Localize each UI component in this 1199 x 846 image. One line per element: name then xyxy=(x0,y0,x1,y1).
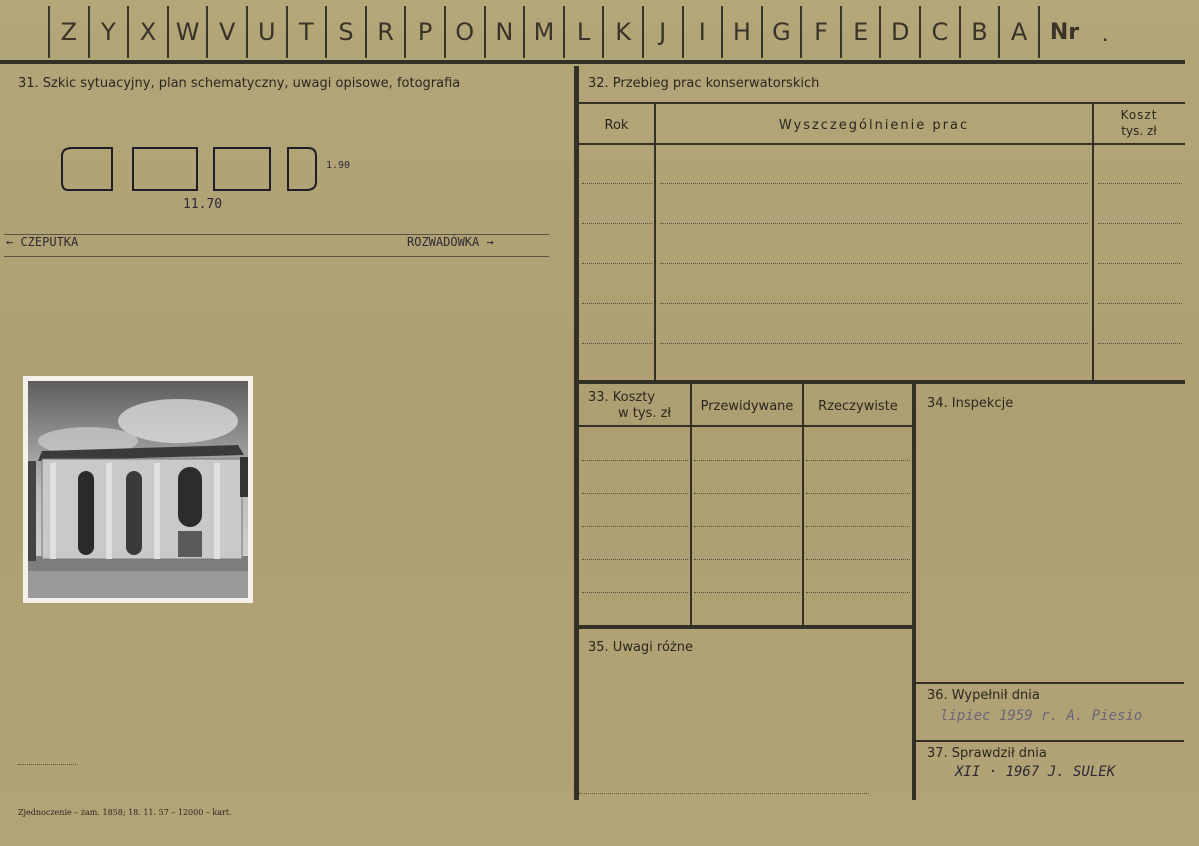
section32-col-divider-2 xyxy=(1092,102,1094,382)
section33-row-line xyxy=(582,460,688,461)
section32-row-line xyxy=(1098,183,1182,184)
section32-row-line xyxy=(582,223,652,224)
index-letter-b: B xyxy=(959,6,999,58)
index-letter-h: H xyxy=(721,6,761,58)
index-letter-e: E xyxy=(840,6,880,58)
index-letter-f: F xyxy=(800,6,840,58)
index-letter-v: V xyxy=(206,6,246,58)
section36-label: 36. Wypełnił dnia xyxy=(927,688,1040,703)
section33-label-2: w tys. zł xyxy=(618,406,672,421)
section33-row-line xyxy=(694,493,800,494)
section33-col-planned: Przewidywane xyxy=(700,399,794,414)
index-letter-g: G xyxy=(761,6,801,58)
section32-col-cost-1: Koszt xyxy=(1120,108,1158,122)
section32-row-line xyxy=(582,263,652,264)
section32-row-line xyxy=(1098,223,1182,224)
index-letter-w: W xyxy=(167,6,207,58)
left-bottom-line xyxy=(18,764,78,765)
section37-top xyxy=(916,740,1184,742)
sketch-length-label: 11.70 xyxy=(183,197,223,212)
index-letter-n: N xyxy=(484,6,524,58)
section33-row-line xyxy=(806,493,910,494)
index-letter-z: Z xyxy=(48,6,88,58)
index-letter-d: D xyxy=(879,6,919,58)
section32-col-year: Rok xyxy=(604,118,629,133)
section33-row-line xyxy=(582,559,688,560)
section32-row-line xyxy=(660,183,1088,184)
section33-row-line xyxy=(582,526,688,527)
index-letter-j: J xyxy=(642,6,682,58)
index-letter-a: A xyxy=(998,6,1038,58)
section33-row-line xyxy=(694,559,800,560)
section32-col-details: Wyszczególnienie prac xyxy=(778,118,970,133)
section31-label: 31. Szkic sytuacyjny, plan schematyczny, uwagi opisowe, fotografia xyxy=(18,76,461,91)
index-letter-t: T xyxy=(286,6,326,58)
section33-col-divider-1 xyxy=(690,384,692,626)
footer-imprint: Zjednoczenie – zam. 1858; 18. 11. 57 – 12000 – kart. xyxy=(18,808,232,817)
index-nr-label: Nr xyxy=(1038,6,1098,58)
section33-row-line xyxy=(694,592,800,593)
section37-handwritten: XII · 1967 J. SULEK xyxy=(955,764,1116,780)
section35-label: 35. Uwagi różne xyxy=(588,640,693,655)
section33-header-bottom xyxy=(579,425,913,427)
index-letter-i: I xyxy=(682,6,722,58)
section32-row-line xyxy=(660,223,1088,224)
index-letter-m: M xyxy=(523,6,563,58)
chapel-photo xyxy=(28,381,248,598)
section32-col-divider-1 xyxy=(654,102,656,382)
section33-row-line xyxy=(582,592,688,593)
section34-label: 34. Inspekcje xyxy=(927,396,1014,411)
section33-row-line xyxy=(806,460,910,461)
section33-col-divider-2 xyxy=(802,384,804,626)
section32-col-cost-2: tys. zł xyxy=(1121,124,1157,138)
photograph xyxy=(23,376,253,603)
index-letter-p: P xyxy=(404,6,444,58)
index-letter-r: R xyxy=(365,6,405,58)
section32-row-line xyxy=(660,263,1088,264)
section32-header-bottom xyxy=(579,143,1185,145)
index-letter-row xyxy=(48,6,1098,58)
section32-label: 32. Przebieg prac konserwatorskich xyxy=(588,76,820,91)
sketch-width-label: 1.90 xyxy=(326,160,351,171)
road-label-left: ← CZEPUTKA xyxy=(6,235,79,249)
section32-row-line xyxy=(660,343,1088,344)
section36-top xyxy=(916,682,1184,684)
index-dot: . xyxy=(1102,22,1109,46)
section33-col-actual: Rzeczywiste xyxy=(818,399,898,414)
center-divider xyxy=(574,66,579,800)
index-letter-y: Y xyxy=(88,6,128,58)
section32-header-top xyxy=(579,102,1185,104)
section33-row-line xyxy=(806,559,910,560)
index-letter-l: L xyxy=(563,6,603,58)
section33-row-line xyxy=(806,526,910,527)
section33-row-line xyxy=(806,592,910,593)
road-line-bottom xyxy=(4,256,549,257)
section37-label: 37. Sprawdził dnia xyxy=(927,746,1047,761)
section32-row-line xyxy=(582,343,652,344)
section32-row-line xyxy=(1098,303,1182,304)
index-letter-k: K xyxy=(602,6,642,58)
index-letter-s: S xyxy=(325,6,365,58)
section33-row-line xyxy=(582,493,688,494)
section33-row-line xyxy=(694,526,800,527)
section32-row-line xyxy=(582,183,652,184)
section33-right-divider xyxy=(912,384,916,800)
index-letter-x: X xyxy=(127,6,167,58)
section33-label-1: 33. Koszty xyxy=(588,390,656,405)
section33-row-line xyxy=(694,460,800,461)
section32-row-line xyxy=(582,303,652,304)
section32-row-line xyxy=(660,303,1088,304)
section32-row-line xyxy=(1098,343,1182,344)
section32-bottom xyxy=(579,380,1185,384)
top-rule xyxy=(0,60,1185,64)
section36-handwritten: lipiec 1959 r. A. Piesio xyxy=(940,708,1143,724)
section32-row-line xyxy=(1098,263,1182,264)
index-letter-o: O xyxy=(444,6,484,58)
road-label-right: ROZWADÓWKA → xyxy=(407,235,494,249)
index-letter-u: U xyxy=(246,6,286,58)
section35-bottom-line xyxy=(579,793,869,794)
section33-bottom xyxy=(579,625,913,629)
index-letter-c: C xyxy=(919,6,959,58)
